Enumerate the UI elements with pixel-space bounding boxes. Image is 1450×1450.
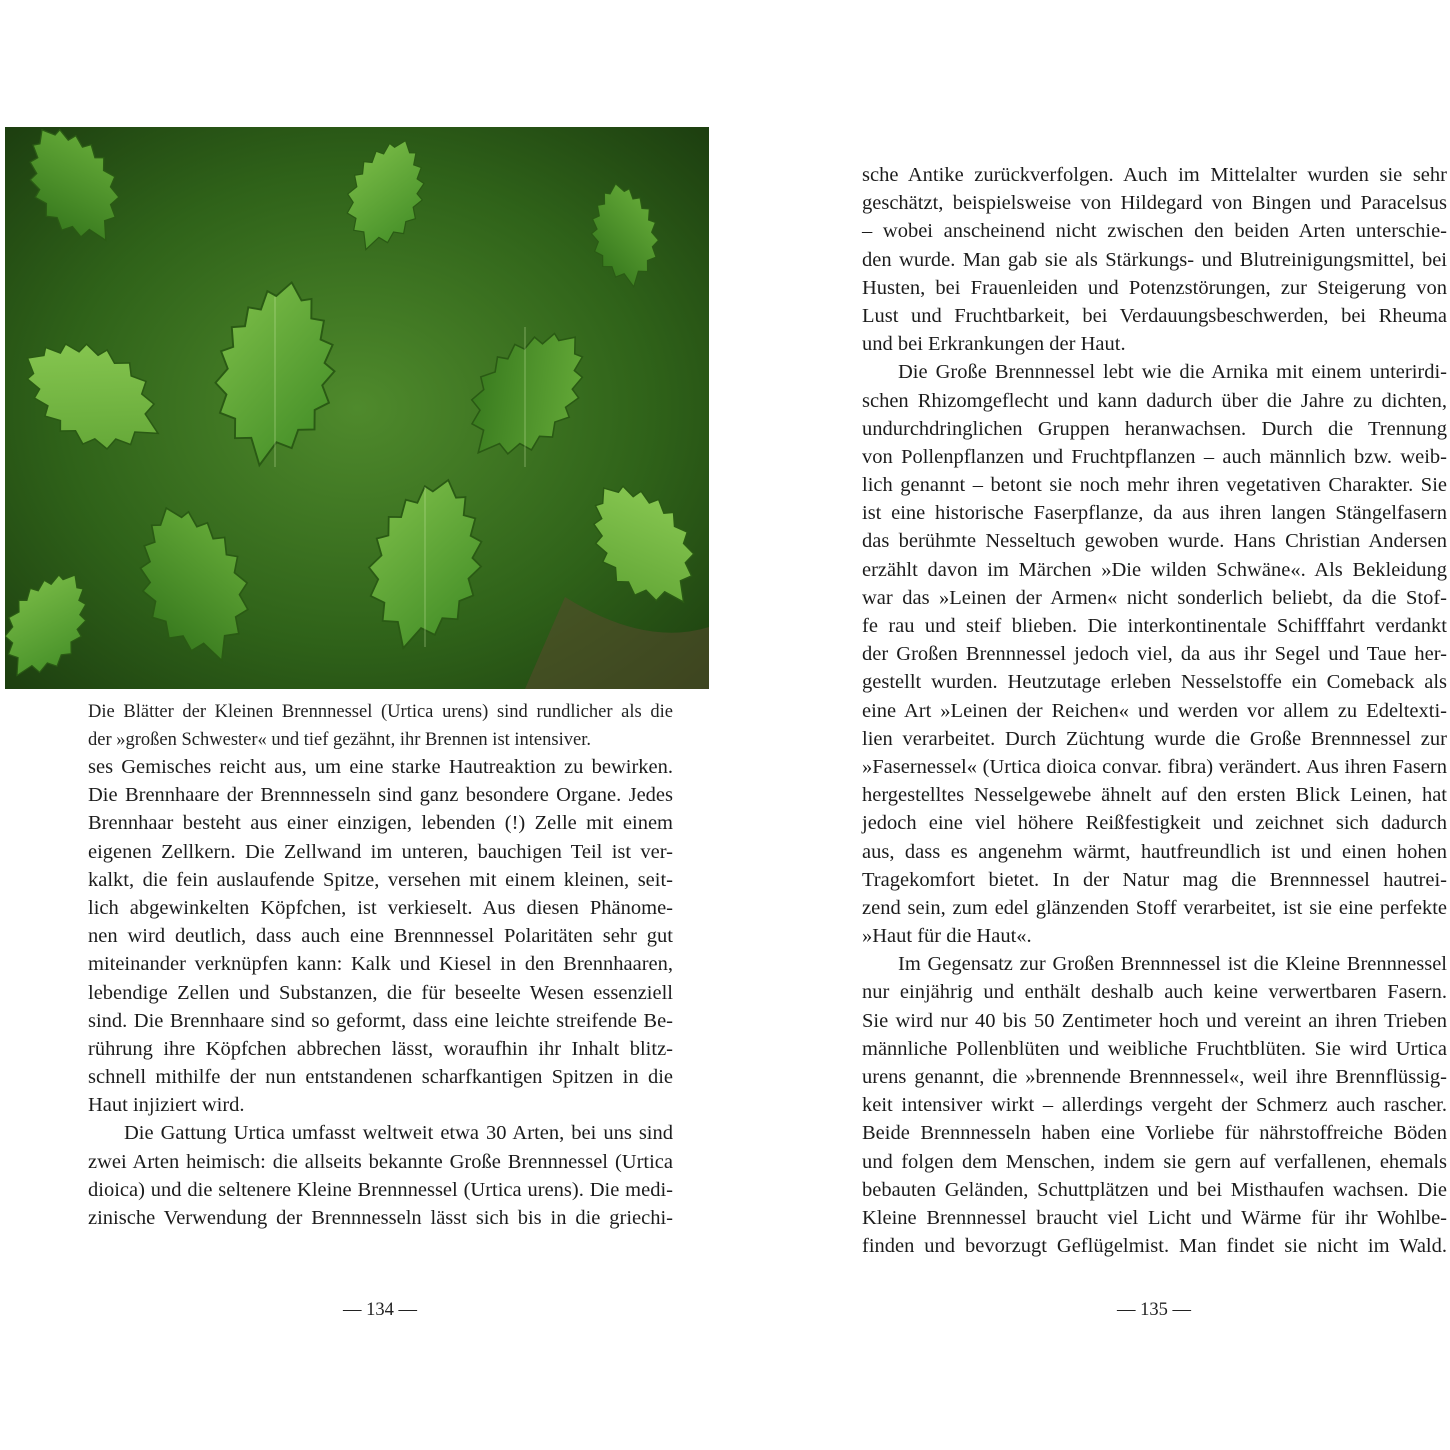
text-line: sind. Die Brennhaare sind so geformt, dass eine leichte streifende Be- xyxy=(88,1009,673,1032)
text-line: erzählt davon im Märchen »Die wilden Schwäne«. Als Bekleidung xyxy=(862,558,1447,581)
text-line: finden und bevorzugt Geflügelmist. Man findet sie nicht im Wald. xyxy=(862,1235,1447,1258)
text-line: und folgen dem Menschen, indem sie gern auf verfallenen, ehemals xyxy=(862,1150,1447,1173)
text-line: eigenen Zellkern. Die Zellwand im unteren, bauchigen Teil ist ver- xyxy=(88,840,673,863)
text-line: Die Brennhaare der Brennnesseln sind ganz besondere Organe. Jedes xyxy=(88,784,673,807)
text-line: Sie wird nur 40 bis 50 Zentimeter hoch und vereint an ihren Trieben xyxy=(862,1009,1447,1032)
text-line: sche Antike zurückverfolgen. Auch im Mittelalter wurden sie sehr xyxy=(862,164,1447,186)
text-line: Brennhaar besteht aus einer einzigen, lebenden (!) Zelle mit einem xyxy=(88,812,673,835)
text-line: schen Rhizomgeflecht und kann dadurch über die Jahre zu dichten, xyxy=(862,389,1447,412)
page-number-left: — 134 — xyxy=(343,1300,417,1320)
text-line: »Fasernessel« (Urtica dioica convar. fibra) verändert. Aus ihren Fasern xyxy=(862,755,1447,778)
caption-line: der »großen Schwester« und tief gezähnt, ihr Brennen ist intensiver. xyxy=(88,730,591,751)
text-line: keit intensiver wirkt – allerdings vergeht der Schmerz auch rascher. xyxy=(862,1094,1447,1117)
text-line: lich genannt – betont sie noch mehr ihren vegetativen Charakter. Sie xyxy=(862,474,1447,497)
text-line: Die Gattung Urtica umfasst weltweit etwa 30 Arten, bei uns sind xyxy=(124,1122,673,1145)
text-line: lebendige Zellen und Substanzen, die für beseelte Wesen essenziell xyxy=(88,981,673,1004)
figure-caption xyxy=(88,698,673,754)
text-line: ist eine historische Faserpflanze, da aus ihren langen Stängelfasern xyxy=(862,502,1447,525)
text-line: der Großen Brennnessel jedoch viel, da aus ihr Segel und Taue her- xyxy=(862,643,1447,666)
text-line: hergestelltes Nesselgewebe ähnelt auf den ersten Blick Leinen, hat xyxy=(862,784,1447,807)
text-line: eine Art »Leinen der Reichen« und werden vor allem zu Edeltexti- xyxy=(862,699,1447,722)
text-line: schnell mithilfe der nun entstandenen scharfkantigen Spitzen in die xyxy=(88,1066,673,1089)
text-line: fe rau und steif blieben. Die interkontinentale Schifffahrt verdankt xyxy=(862,615,1447,637)
text-line: »Haut für die Haut«. xyxy=(862,925,1032,948)
text-line: nen wird deutlich, dass auch eine Brennnessel Polaritäten sehr gut xyxy=(88,925,673,948)
text-line: bebauten Geländen, Schuttplätzen und bei Misthaufen wachsen. Die xyxy=(862,1178,1447,1201)
text-line: jedoch eine viel höhere Reißfestigkeit und zeichnet sich dadurch xyxy=(862,812,1447,835)
caption-line: Die Blätter der Kleinen Brennnessel (Urtica urens) sind rundlicher als die xyxy=(88,702,673,722)
right-page-text xyxy=(862,161,1447,1260)
text-line: zinische Verwendung der Brennnesseln lässt sich bis in die griechi- xyxy=(88,1207,673,1229)
page-number-right: — 135 — xyxy=(1117,1300,1191,1320)
text-line: undurchdringlichen Gruppen heranwachsen. Durch die Trennung xyxy=(862,417,1447,440)
text-line: das berühmte Nesseltuch gewoben wurde. Hans Christian Andersen xyxy=(862,530,1447,553)
text-line: urens genannt, die »brennende Brennnessel«, weil ihre Brennflüssig- xyxy=(862,1066,1447,1088)
text-line: Tragekomfort bietet. In der Natur mag die Brennnessel hautrei- xyxy=(862,868,1447,891)
text-line: gestellt wurden. Heutzutage erleben Nesselstoffe ein Comeback als xyxy=(862,671,1447,694)
text-line: dioica) und die seltenere Kleine Brennnessel (Urtica urens). Die medi- xyxy=(88,1178,673,1201)
text-line: Haut injiziert wird. xyxy=(88,1094,245,1117)
text-line: war das »Leinen der Armen« nicht sonderlich beliebt, da die Stof- xyxy=(862,586,1447,609)
text-line: von Pollenpflanzen und Fruchtpflanzen – auch männlich bzw. weib- xyxy=(862,445,1447,468)
text-line: aus, dass es angenehm wärmt, hautfreundlich ist und einen hohen xyxy=(862,840,1447,863)
text-line: zend sein, zum edel glänzenden Stoff verarbeitet, ist sie eine perfekte xyxy=(862,896,1447,919)
text-line: miteinander verknüpfen kann: Kalk und Kiesel in den Brennhaaren, xyxy=(88,953,673,976)
text-line: zwei Arten heimisch: die allseits bekannte Große Brennnessel (Urtica xyxy=(88,1150,673,1173)
text-line: Die Große Brennnessel lebt wie die Arnika mit einem unterirdi- xyxy=(898,361,1447,384)
nettle-leaves-photo xyxy=(5,127,709,689)
text-line: Beide Brennnesseln haben eine Vorliebe für nährstoffreiche Böden xyxy=(862,1122,1447,1145)
text-line: kalkt, die fein auslaufende Spitze, versehen mit einem kleinen, seit- xyxy=(88,868,673,891)
text-line: Lust und Fruchtbarkeit, bei Verdauungsbeschwerden, bei Rheuma xyxy=(862,304,1447,327)
text-line: und bei Erkrankungen der Haut. xyxy=(862,333,1126,356)
text-line: geschätzt, beispielsweise von Hildegard von Bingen und Paracelsus xyxy=(862,192,1447,215)
text-line: ses Gemisches reicht aus, um eine starke Hautreaktion zu bewirken. xyxy=(88,756,673,778)
text-line: lich abgewinkelten Köpfchen, ist verkieselt. Aus diesen Phänome- xyxy=(88,896,673,919)
text-line: lien verarbeitet. Durch Züchtung wurde die Große Brennnessel zur xyxy=(862,727,1447,750)
text-line: nur einjährig und enthält deshalb auch keine verwertbaren Fasern. xyxy=(862,981,1447,1004)
text-line: rührung ihre Köpfchen abbrechen lässt, woraufhin ihr Inhalt blitz- xyxy=(88,1037,673,1060)
text-line: männliche Pollenblüten und weibliche Fruchtblüten. Sie wird Urtica xyxy=(862,1037,1447,1060)
text-line: Kleine Brennnessel braucht viel Licht und Wärme für ihr Wohlbe- xyxy=(862,1206,1447,1229)
text-line: – wobei anscheinend nicht zwischen den beiden Arten unterschie- xyxy=(862,220,1447,243)
left-page-text xyxy=(88,753,673,1232)
text-line: den wurde. Man gab sie als Stärkungs- und Blutreinigungsmittel, bei xyxy=(862,248,1447,271)
text-line: Husten, bei Frauenleiden und Potenzstörungen, zur Steigerung von xyxy=(862,276,1447,299)
text-line: Im Gegensatz zur Großen Brennnessel ist die Kleine Brennnessel xyxy=(898,953,1447,976)
